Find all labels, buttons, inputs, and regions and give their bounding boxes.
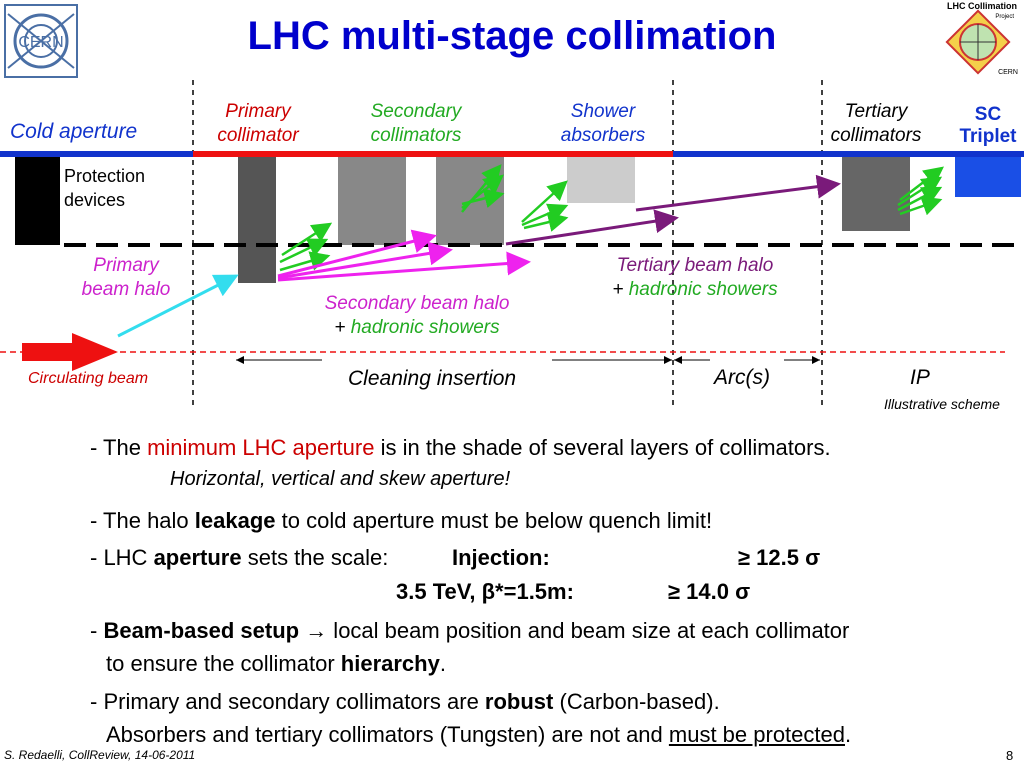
injection-value: ≥ 12.5 σ: [738, 545, 821, 570]
primary-collimator-block: [238, 157, 276, 283]
shower-absorbers-label: Shower absorbers: [560, 101, 646, 146]
bullet-halo-leakage: - The halo leakage to cold aperture must be below quench limit!: [90, 508, 713, 533]
footer-author: S. Redaelli, CollReview, 14-06-2011: [4, 748, 196, 762]
tertiary-halo-arrow: [636, 184, 838, 210]
bullet-minimum-aperture: - The minimum LHC aperture is in the shade of several layers of collimators.: [90, 435, 831, 460]
secondary-collimators-label: Secondary collimators: [370, 101, 462, 146]
ip-label: IP: [910, 366, 930, 389]
protection-device-block: [15, 157, 60, 245]
energy-value: ≥ 14.0 σ: [668, 579, 751, 604]
warm-aperture-line: [193, 151, 673, 157]
svg-text:CERN: CERN: [18, 34, 64, 51]
protection-devices-label: Protection devices: [64, 166, 146, 210]
svg-text:LHC Collimation: LHC Collimation: [947, 1, 1017, 11]
circulating-beam-label: Circulating beam: [28, 370, 149, 387]
cold-aperture-label: Cold aperture: [10, 120, 138, 143]
page-number: 8: [1006, 748, 1014, 763]
sc-triplet-label: SC Triplet: [959, 104, 1017, 147]
cleaning-insertion-label: Cleaning insertion: [348, 367, 517, 390]
secondary-collimator-block: [338, 157, 406, 245]
sc-triplet-block: [955, 157, 1021, 197]
cold-aperture-line: [0, 151, 193, 157]
tertiary-halo-label: Tertiary beam halo + hadronic showers: [612, 255, 778, 300]
bullet-beam-based-setup: - Beam-based setup → local beam position and beam size at each collimator: [90, 618, 850, 643]
primary-collimator-label: Primary collimator: [217, 101, 299, 146]
tertiary-collimators-label: Tertiary collimators: [830, 101, 922, 146]
bullet-robust-collimators-cont: Absorbers and tertiary collimators (Tungsten) are not and must be protected.: [106, 722, 852, 747]
shower-arrow: [524, 218, 566, 228]
primary-beam-halo-label: Primary beam halo: [81, 255, 171, 300]
circulating-beam-arrow: [22, 333, 118, 371]
tertiary-collimator-block: [842, 157, 910, 231]
secondary-halo-label: Secondary beam halo + hadronic showers: [324, 293, 510, 338]
injection-label: Injection:: [452, 545, 550, 570]
bullet-aperture-scale: - LHC aperture sets the scale:: [90, 545, 389, 570]
svg-text:Project: Project: [995, 14, 1014, 20]
shower-absorber-block: [567, 157, 635, 203]
illustrative-scheme-label: Illustrative scheme: [884, 396, 1000, 412]
bullet-beam-based-setup-cont: to ensure the collimator hierarchy.: [106, 651, 446, 676]
bullet-robust-collimators: - Primary and secondary collimators are robust (Carbon-based).: [90, 689, 720, 714]
svg-text:CERN: CERN: [998, 69, 1018, 76]
page-title: LHC multi-stage collimation: [247, 14, 777, 58]
cold-aperture-line: [673, 151, 1024, 157]
bullet-aperture-note: Horizontal, vertical and skew aperture!: [170, 468, 511, 490]
energy-label: 3.5 TeV, β*=1.5m:: [396, 579, 574, 604]
arcs-label: Arc(s): [714, 366, 770, 389]
